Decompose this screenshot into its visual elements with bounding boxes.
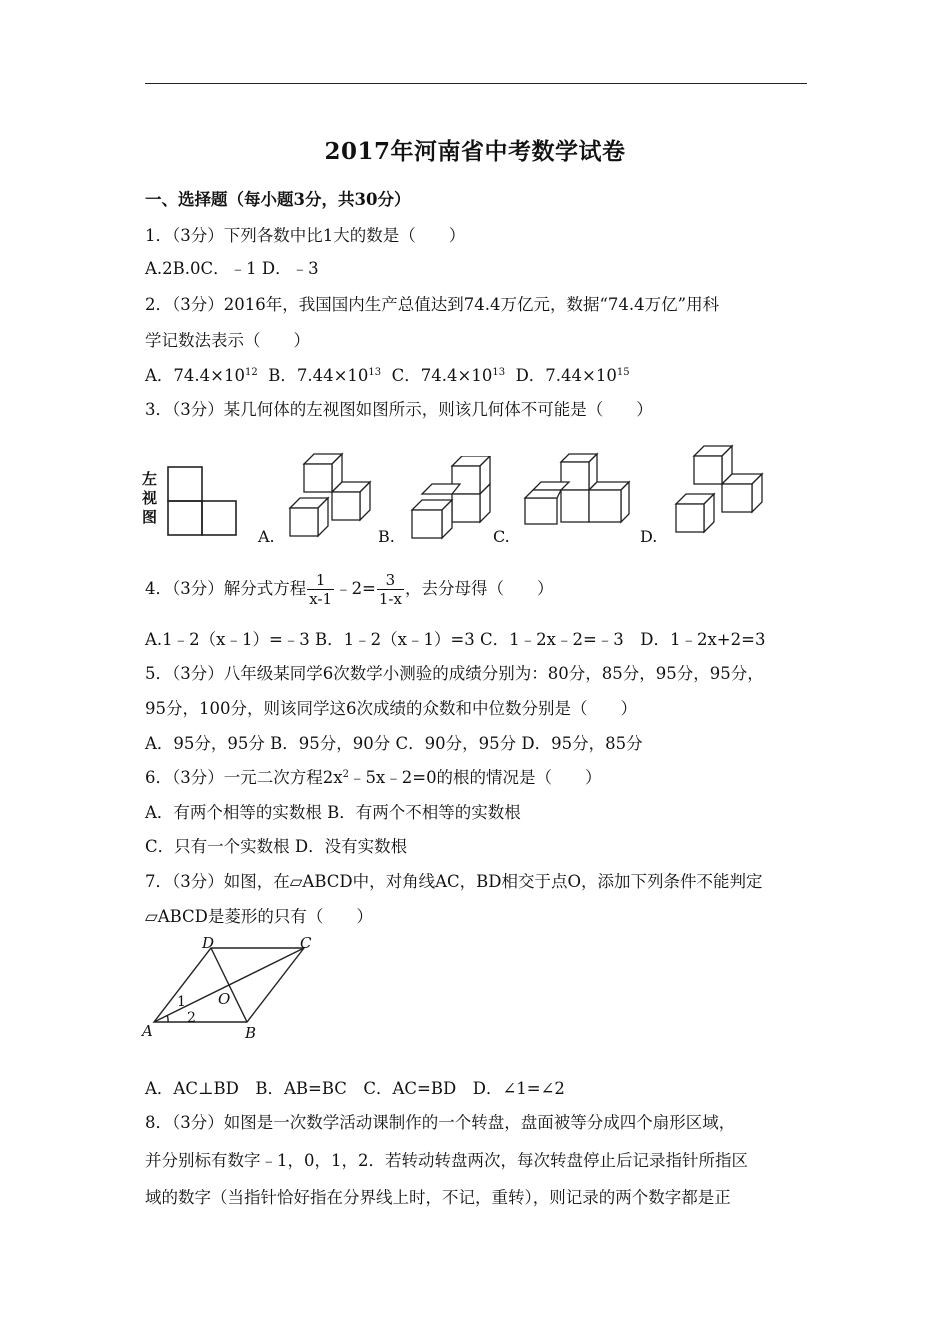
- q1-options: A.2B.0C．﹣1 D．﹣3: [145, 259, 319, 278]
- q2-exp-c: 13: [492, 367, 506, 378]
- page-title: 2017年河南省中考数学试卷: [324, 138, 626, 165]
- q7-label-d: D: [202, 934, 215, 952]
- q2-exp-b: 13: [368, 367, 382, 378]
- q7-parallelogram-figure: [140, 934, 330, 1044]
- q2-option-d: D．7.44×10: [515, 366, 617, 385]
- q6-stem-post: ﹣5x﹣2=0的根的情况是（ ）: [348, 768, 602, 787]
- q4-f1-num: 1: [307, 571, 334, 590]
- q7-angle-1: 1: [177, 994, 186, 1010]
- q8-line3: 域的数字（当指针恰好指在分界线上时，不记，重转），则记录的两个数字都是正: [145, 1188, 731, 1207]
- q4-fraction-2: [377, 571, 404, 608]
- section-heading: 一、选择题（每小题3分，共30分）: [145, 190, 411, 209]
- q4-stem-post: ，去分母得（ ）: [404, 579, 554, 598]
- q2-exp-d: 15: [616, 367, 630, 378]
- q5-stem-line2: 95分，100分，则该同学这6次成绩的众数和中位数分别是（ ）: [145, 699, 637, 718]
- q7-stem-line2: ▱ABCD是菱形的只有（ ）: [145, 907, 373, 926]
- q7-label-b: B: [245, 1024, 257, 1042]
- q3-label-a: A.: [258, 527, 275, 546]
- q7-label-c: C: [300, 934, 312, 952]
- left-view-char-2: 视: [142, 489, 158, 507]
- q7-angle-2: 2: [187, 1010, 196, 1026]
- q1-stem: 1．（3分）下列各数中比1大的数是（ ）: [145, 226, 466, 245]
- q7-label-a: A: [142, 1022, 153, 1040]
- q3-option-d-figure: [670, 442, 770, 542]
- q4-f2-num: 3: [377, 571, 404, 590]
- q3-left-view-label: [142, 470, 157, 527]
- q4-f1-den: x-1: [309, 590, 333, 608]
- q8-line2: 并分别标有数字﹣1，0，1，2．若转动转盘两次，每次转盘停止后记录指针所指区: [145, 1151, 748, 1170]
- q6-stem: [145, 768, 602, 788]
- q4-options: A.1﹣2（x﹣1）=﹣3 B．1﹣2（x﹣1）=3 C．1﹣2x﹣2=﹣3 D．1﹣2x+2=3: [145, 630, 766, 649]
- q2-option-b: B．7.44×10: [268, 366, 369, 385]
- q3-option-c-figure: [521, 452, 635, 532]
- q7-stem-line1: 7．（3分）如图，在▱ABCD中，对角线AC，BD相交于点O，添加下列条件不能判定: [145, 872, 763, 891]
- q6-stem-pre: 6．（3分）一元二次方程2x: [145, 768, 343, 787]
- q4-fraction-1: [307, 571, 334, 608]
- q2-stem-line1: 2．（3分）2016年，我国国内生产总值达到74.4万亿元，数据“74.4万亿”用科: [145, 295, 720, 314]
- q3-option-a-figure: [286, 452, 376, 542]
- q3-label-c: C.: [493, 527, 510, 546]
- q4-stem: [145, 570, 553, 608]
- q4-f2-den: 1-x: [378, 590, 402, 608]
- q4-stem-pre: 4．（3分）解分式方程: [145, 579, 307, 598]
- q3-label-d: D.: [640, 527, 658, 546]
- left-view-char-1: 左: [142, 470, 158, 488]
- left-view-char-3: 图: [142, 508, 158, 526]
- q3-stem: 3．（3分）某几何体的左视图如图所示，则该几何体不可能是（ ）: [145, 400, 653, 419]
- q6-stem-sup: 2: [342, 769, 349, 780]
- q6-options-line1: A．有两个相等的实数根 B．有两个不相等的实数根: [145, 803, 521, 822]
- q2-option-a: A．74.4×10: [145, 366, 245, 385]
- q3-option-b-figure: [408, 456, 498, 546]
- q5-options: A．95分，95分 B．95分，90分 C．90分，95分 D．95分，85分: [145, 734, 643, 753]
- q5-stem-line1: 5．（3分）八年级某同学6次数学小测验的成绩分别为：80分，85分，95分，95分，: [145, 664, 764, 683]
- q2-exp-a: 12: [244, 367, 258, 378]
- q2-option-c: C．74.4×10: [391, 366, 493, 385]
- q7-options: A．AC⊥BD B．AB=BC C．AC=BD D．∠1=∠2: [145, 1079, 565, 1098]
- q4-stem-mid: ﹣2=: [335, 579, 376, 598]
- q2-options: [145, 366, 630, 386]
- q3-label-b: B.: [378, 527, 395, 546]
- header-rule: [145, 83, 807, 84]
- q8-line1: 8．（3分）如图是一次数学活动课制作的一个转盘，盘面被等分成四个扇形区域，: [145, 1113, 736, 1132]
- q2-stem-line2: 学记数法表示（ ）: [145, 331, 310, 350]
- q6-options-line2: C．只有一个实数根 D．没有实数根: [145, 837, 408, 856]
- q7-label-o: O: [218, 990, 231, 1008]
